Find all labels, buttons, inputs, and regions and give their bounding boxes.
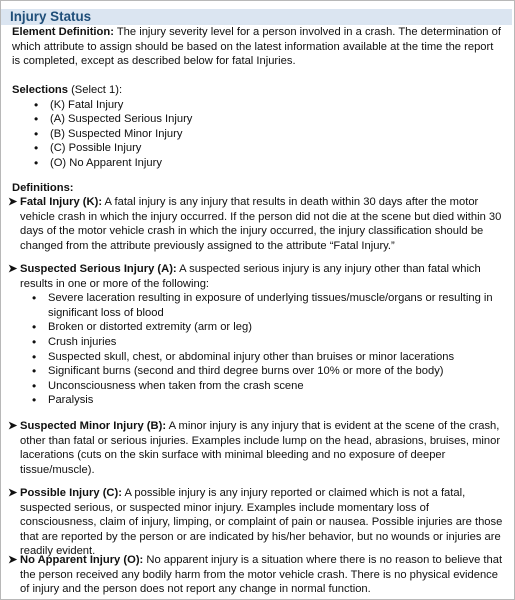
definition-minor bbox=[0, 419, 503, 477]
definition-term: Suspected Minor Injury (B): bbox=[20, 420, 167, 432]
serious-injury-criteria-list bbox=[20, 291, 503, 408]
arrowhead-bullet-icon: ➤ bbox=[8, 487, 18, 499]
selection-item: • (A) Suspected Serious Injury bbox=[12, 112, 502, 127]
selection-item: • (C) Possible Injury bbox=[12, 141, 502, 156]
definition-text: A suspected serious injury is any injury other than fatal which results in one or more of the following: bbox=[20, 263, 481, 290]
element-definition-label: Element Definition: bbox=[12, 26, 114, 38]
arrowhead-bullet-icon: ➤ bbox=[8, 554, 18, 566]
definition-text: A fatal injury is any injury that results in death within 30 days after the motor vehicle crash in which the injury occurred. If the person did not die at the scene but died within 30 days of the motor vehicle crash in which the injury occurred, the injury classification should be changed from the attribute previously assigned to the attribute “Fatal Injury.” bbox=[20, 196, 502, 252]
definition-term: Fatal Injury (K): bbox=[20, 196, 103, 208]
definition-text: A minor injury is any injury that is evident at the scene of the crash, other than fatal or serious injuries. Examples include lump on the head, abrasions, bruises, minor lacerations (cuts on the skin surface with minimal bleeding and no exposure of deeper tissue/muscle). bbox=[20, 420, 501, 476]
arrowhead-bullet-icon: ➤ bbox=[8, 263, 18, 275]
selection-item: • (K) Fatal Injury bbox=[12, 98, 502, 113]
criteria-item: • Crush injuries bbox=[20, 335, 503, 350]
definition-serious bbox=[0, 262, 503, 408]
selection-item: • (O) No Apparent Injury bbox=[12, 156, 502, 171]
criteria-item: • Significant burns (second and third degree burns over 10% or more of the body) bbox=[20, 364, 503, 379]
selections-section bbox=[12, 83, 502, 171]
arrowhead-bullet-icon: ➤ bbox=[8, 196, 18, 208]
page-title: Injury Status bbox=[10, 9, 92, 24]
criteria-item: • Severe laceration resulting in exposure of underlying tissues/muscle/organs or resulting in significant loss of blood bbox=[20, 291, 503, 320]
criteria-item: • Paralysis bbox=[20, 393, 503, 408]
selection-item: • (B) Suspected Minor Injury bbox=[12, 127, 502, 142]
selections-note: (Select 1): bbox=[67, 84, 123, 96]
element-definition-text: The injury severity level for a person involved in a crash. The determination of which attribute to assign should be based on the latest information available at the time the report is completed, except as described below for fatal Injuries. bbox=[12, 26, 501, 68]
definition-possible bbox=[0, 486, 503, 559]
definition-term: No Apparent Injury (O): bbox=[20, 554, 144, 566]
definition-term: Possible Injury (C): bbox=[20, 487, 122, 499]
arrowhead-bullet-icon: ➤ bbox=[8, 420, 18, 432]
definition-term: Suspected Serious Injury (A): bbox=[20, 263, 177, 275]
selections-list bbox=[12, 98, 502, 171]
criteria-item: • Suspected skull, chest, or abdominal injury other than bruises or minor lacerations bbox=[20, 350, 503, 365]
definitions-heading bbox=[12, 181, 502, 196]
selections-label: Selections bbox=[12, 84, 68, 96]
definition-fatal bbox=[0, 195, 503, 253]
criteria-item: • Broken or distorted extremity (arm or leg) bbox=[20, 320, 503, 335]
criteria-item: • Unconsciousness when taken from the crash scene bbox=[20, 379, 503, 394]
definitions-label: Definitions: bbox=[12, 182, 74, 194]
definition-no-apparent bbox=[0, 553, 503, 597]
definition-text: A possible injury is any injury reported or claimed which is not a fatal, suspected serious, or suspected minor injury. Examples include momentary loss of consciousness, claim of injury, limping, or complaint of pain or nausea. Possible injuries are those that are reported by the person or are indicated by his/her behavior, but no wounds or injuries are readily evident. bbox=[20, 487, 503, 558]
definition-text: No apparent injury is a situation where there is no reason to believe that the person received any bodily harm from the motor vehicle crash. There is no physical evidence of injury and the person does not report any change in normal function. bbox=[20, 554, 503, 596]
element-definition bbox=[12, 25, 502, 69]
